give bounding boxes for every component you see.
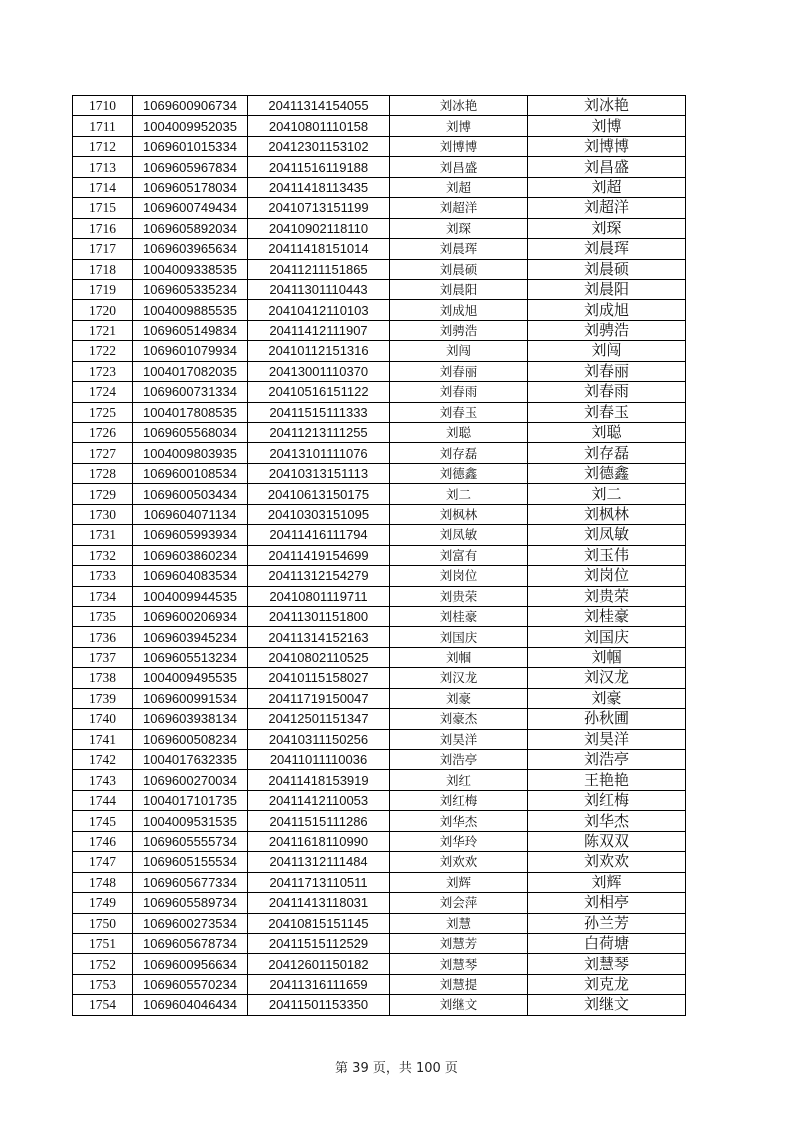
id-cell: 20410412110103 [248,300,390,320]
seq-cell: 1745 [73,811,133,831]
listed-name-cell: 刘国庆 [390,627,528,647]
seq-cell: 1749 [73,893,133,913]
table-row [73,750,686,770]
verified-name-cell: 刘相亭 [528,893,686,913]
table-row [73,382,686,402]
verified-name-cell: 刘琛 [528,218,686,238]
verified-name-cell: 刘晨珲 [528,239,686,259]
code-cell: 1069600206934 [133,606,248,626]
table-row [73,239,686,259]
listed-name-cell: 刘博博 [390,136,528,156]
table-row [73,259,686,279]
id-cell: 20411314152163 [248,627,390,647]
seq-cell: 1726 [73,423,133,443]
id-cell: 20410815151145 [248,913,390,933]
seq-cell: 1725 [73,402,133,422]
code-cell: 1069605892034 [133,218,248,238]
code-cell: 1069603945234 [133,627,248,647]
table-row [73,893,686,913]
table-row [73,218,686,238]
listed-name-cell: 刘博 [390,116,528,136]
verified-name-cell: 刘昌盛 [528,157,686,177]
table-row [73,320,686,340]
code-cell: 1069600991534 [133,688,248,708]
seq-cell: 1721 [73,320,133,340]
table-row [73,668,686,688]
id-cell: 20411211151865 [248,259,390,279]
code-cell: 1069605589734 [133,893,248,913]
listed-name-cell: 刘冰艳 [390,96,528,116]
code-cell: 1069604071134 [133,504,248,524]
code-cell: 1069600508234 [133,729,248,749]
id-cell: 20411515112529 [248,933,390,953]
code-cell: 1004009803935 [133,443,248,463]
listed-name-cell: 刘德鑫 [390,463,528,483]
verified-name-cell: 刘豪 [528,688,686,708]
id-cell: 20410112151316 [248,341,390,361]
table-row [73,566,686,586]
id-cell: 20410801119711 [248,586,390,606]
listed-name-cell: 刘继文 [390,995,528,1015]
listed-name-cell: 刘红 [390,770,528,790]
listed-name-cell: 刘慧 [390,913,528,933]
code-cell: 1004017082035 [133,361,248,381]
code-cell: 1004009952035 [133,116,248,136]
listed-name-cell: 刘骋浩 [390,320,528,340]
id-cell: 20412301153102 [248,136,390,156]
table-row [73,279,686,299]
listed-name-cell: 刘晨珲 [390,239,528,259]
table-row [73,606,686,626]
seq-cell: 1710 [73,96,133,116]
code-cell: 1004017632335 [133,750,248,770]
seq-cell: 1741 [73,729,133,749]
code-cell: 1069603860234 [133,545,248,565]
id-cell: 20411713110511 [248,872,390,892]
code-cell: 1069605335234 [133,279,248,299]
listed-name-cell: 刘慧琴 [390,954,528,974]
verified-name-cell: 刘华杰 [528,811,686,831]
code-cell: 1069605570234 [133,974,248,994]
listed-name-cell: 刘辉 [390,872,528,892]
seq-cell: 1711 [73,116,133,136]
code-cell: 1004017808535 [133,402,248,422]
id-cell: 20411418113435 [248,177,390,197]
seq-cell: 1723 [73,361,133,381]
code-cell: 1069604083534 [133,566,248,586]
verified-name-cell: 孙兰芳 [528,913,686,933]
table-row [73,423,686,443]
id-cell: 20411301110443 [248,279,390,299]
table-row [73,790,686,810]
table-row [73,627,686,647]
verified-name-cell: 刘超洋 [528,198,686,218]
seq-cell: 1715 [73,198,133,218]
id-cell: 20411419154699 [248,545,390,565]
seq-cell: 1747 [73,852,133,872]
seq-cell: 1736 [73,627,133,647]
verified-name-cell: 刘成旭 [528,300,686,320]
id-cell: 20411312154279 [248,566,390,586]
verified-name-cell: 刘博博 [528,136,686,156]
code-cell: 1004009531535 [133,811,248,831]
code-cell: 1069600749434 [133,198,248,218]
id-cell: 20411413118031 [248,893,390,913]
seq-cell: 1714 [73,177,133,197]
verified-name-cell: 刘辉 [528,872,686,892]
id-cell: 20411011110036 [248,750,390,770]
code-cell: 1069605678734 [133,933,248,953]
table-row [73,688,686,708]
seq-cell: 1716 [73,218,133,238]
listed-name-cell: 刘豪杰 [390,709,528,729]
listed-name-cell: 刘贵荣 [390,586,528,606]
verified-name-cell: 刘德鑫 [528,463,686,483]
listed-name-cell: 刘桂豪 [390,606,528,626]
listed-name-cell: 刘欢欢 [390,852,528,872]
seq-cell: 1712 [73,136,133,156]
code-cell: 1069600503434 [133,484,248,504]
id-cell: 20411515111333 [248,402,390,422]
listed-name-cell: 刘二 [390,484,528,504]
listed-name-cell: 刘枫林 [390,504,528,524]
verified-name-cell: 刘欢欢 [528,852,686,872]
verified-name-cell: 刘二 [528,484,686,504]
code-cell: 1069601015334 [133,136,248,156]
id-cell: 20412601150182 [248,954,390,974]
verified-name-cell: 刘克龙 [528,974,686,994]
verified-name-cell: 刘闯 [528,341,686,361]
listed-name-cell: 刘富有 [390,545,528,565]
listed-name-cell: 刘豪 [390,688,528,708]
listed-name-cell: 刘聪 [390,423,528,443]
verified-name-cell: 刘国庆 [528,627,686,647]
code-cell: 1069605149834 [133,320,248,340]
verified-name-cell: 刘晨阳 [528,279,686,299]
seq-cell: 1737 [73,647,133,667]
table-row [73,341,686,361]
id-cell: 20411418151014 [248,239,390,259]
id-cell: 20411314154055 [248,96,390,116]
listed-name-cell: 刘红梅 [390,790,528,810]
seq-cell: 1752 [73,954,133,974]
id-cell: 20410303151095 [248,504,390,524]
table-row [73,136,686,156]
seq-cell: 1738 [73,668,133,688]
seq-cell: 1751 [73,933,133,953]
listed-name-cell: 刘华玲 [390,831,528,851]
table-row [73,995,686,1015]
listed-name-cell: 刘春丽 [390,361,528,381]
roster-table-body [73,96,686,1016]
code-cell: 1069600731334 [133,382,248,402]
verified-name-cell: 刘贵荣 [528,586,686,606]
table-row [73,525,686,545]
verified-name-cell: 刘凤敏 [528,525,686,545]
code-cell: 1069600108534 [133,463,248,483]
listed-name-cell: 刘帼 [390,647,528,667]
id-cell: 20410313151113 [248,463,390,483]
seq-cell: 1748 [73,872,133,892]
verified-name-cell: 刘存磊 [528,443,686,463]
listed-name-cell: 刘浩亭 [390,750,528,770]
seq-cell: 1744 [73,790,133,810]
id-cell: 20410902118110 [248,218,390,238]
verified-name-cell: 白荷塘 [528,933,686,953]
id-cell: 20410713151199 [248,198,390,218]
seq-cell: 1739 [73,688,133,708]
verified-name-cell: 刘春丽 [528,361,686,381]
verified-name-cell: 刘昊洋 [528,729,686,749]
verified-name-cell: 刘骋浩 [528,320,686,340]
id-cell: 20410311150256 [248,729,390,749]
seq-cell: 1735 [73,606,133,626]
code-cell: 1069600956634 [133,954,248,974]
id-cell: 20410516151122 [248,382,390,402]
table-row [73,116,686,136]
seq-cell: 1734 [73,586,133,606]
listed-name-cell: 刘汉龙 [390,668,528,688]
listed-name-cell: 刘晨阳 [390,279,528,299]
id-cell: 20411618110990 [248,831,390,851]
listed-name-cell: 刘岗位 [390,566,528,586]
table-row [73,954,686,974]
table-row [73,484,686,504]
code-cell: 1069605677334 [133,872,248,892]
table-row [73,586,686,606]
listed-name-cell: 刘会萍 [390,893,528,913]
seq-cell: 1746 [73,831,133,851]
table-row [73,770,686,790]
id-cell: 20411501153350 [248,995,390,1015]
code-cell: 1069605155534 [133,852,248,872]
seq-cell: 1717 [73,239,133,259]
table-row [73,96,686,116]
id-cell: 20410115158027 [248,668,390,688]
verified-name-cell: 刘桂豪 [528,606,686,626]
listed-name-cell: 刘春玉 [390,402,528,422]
listed-name-cell: 刘华杰 [390,811,528,831]
table-row [73,913,686,933]
table-row [73,300,686,320]
code-cell: 1069603938134 [133,709,248,729]
verified-name-cell: 刘岗位 [528,566,686,586]
seq-cell: 1720 [73,300,133,320]
table-row [73,831,686,851]
id-cell: 20410613150175 [248,484,390,504]
listed-name-cell: 刘慧芳 [390,933,528,953]
listed-name-cell: 刘春雨 [390,382,528,402]
seq-cell: 1722 [73,341,133,361]
code-cell: 1069605568034 [133,423,248,443]
id-cell: 20411516119188 [248,157,390,177]
table-row [73,198,686,218]
id-cell: 20411416111794 [248,525,390,545]
verified-name-cell: 刘晨硕 [528,259,686,279]
seq-cell: 1724 [73,382,133,402]
seq-cell: 1730 [73,504,133,524]
verified-name-cell: 刘枫林 [528,504,686,524]
verified-name-cell: 刘超 [528,177,686,197]
verified-name-cell: 刘继文 [528,995,686,1015]
seq-cell: 1727 [73,443,133,463]
table-row [73,361,686,381]
code-cell: 1069604046434 [133,995,248,1015]
table-row [73,647,686,667]
id-cell: 20411312111484 [248,852,390,872]
table-row [73,177,686,197]
listed-name-cell: 刘晨硕 [390,259,528,279]
table-row [73,545,686,565]
verified-name-cell: 王艳艳 [528,770,686,790]
id-cell: 20413101111076 [248,443,390,463]
listed-name-cell: 刘昌盛 [390,157,528,177]
seq-cell: 1743 [73,770,133,790]
code-cell: 1069605967834 [133,157,248,177]
table-row [73,974,686,994]
seq-cell: 1729 [73,484,133,504]
table-row [73,402,686,422]
id-cell: 20410802110525 [248,647,390,667]
code-cell: 1004009495535 [133,668,248,688]
id-cell: 20411719150047 [248,688,390,708]
table-row [73,811,686,831]
verified-name-cell: 刘慧琴 [528,954,686,974]
table-row [73,157,686,177]
id-cell: 20411301151800 [248,606,390,626]
verified-name-cell: 刘浩亭 [528,750,686,770]
id-cell: 20412501151347 [248,709,390,729]
verified-name-cell: 刘玉伟 [528,545,686,565]
table-row [73,933,686,953]
code-cell: 1004017101735 [133,790,248,810]
code-cell: 1069600273534 [133,913,248,933]
table-row [73,504,686,524]
seq-cell: 1719 [73,279,133,299]
id-cell: 20411316111659 [248,974,390,994]
code-cell: 1069605993934 [133,525,248,545]
id-cell: 20411213111255 [248,423,390,443]
seq-cell: 1742 [73,750,133,770]
code-cell: 1069605513234 [133,647,248,667]
id-cell: 20411515111286 [248,811,390,831]
listed-name-cell: 刘存磊 [390,443,528,463]
seq-cell: 1732 [73,545,133,565]
seq-cell: 1731 [73,525,133,545]
listed-name-cell: 刘闯 [390,341,528,361]
seq-cell: 1754 [73,995,133,1015]
id-cell: 20411412111907 [248,320,390,340]
verified-name-cell: 刘帼 [528,647,686,667]
code-cell: 1069600906734 [133,96,248,116]
id-cell: 20411418153919 [248,770,390,790]
code-cell: 1004009885535 [133,300,248,320]
listed-name-cell: 刘成旭 [390,300,528,320]
code-cell: 1004009338535 [133,259,248,279]
code-cell: 1069605178034 [133,177,248,197]
table-row [73,463,686,483]
table-row [73,443,686,463]
verified-name-cell: 陈双双 [528,831,686,851]
seq-cell: 1718 [73,259,133,279]
listed-name-cell: 刘琛 [390,218,528,238]
seq-cell: 1753 [73,974,133,994]
verified-name-cell: 孙秋圃 [528,709,686,729]
seq-cell: 1728 [73,463,133,483]
id-cell: 20413001110370 [248,361,390,381]
verified-name-cell: 刘聪 [528,423,686,443]
id-cell: 20411412110053 [248,790,390,810]
verified-name-cell: 刘汉龙 [528,668,686,688]
verified-name-cell: 刘春玉 [528,402,686,422]
listed-name-cell: 刘昊洋 [390,729,528,749]
code-cell: 1069600270034 [133,770,248,790]
seq-cell: 1740 [73,709,133,729]
seq-cell: 1713 [73,157,133,177]
code-cell: 1069601079934 [133,341,248,361]
code-cell: 1069605555734 [133,831,248,851]
listed-name-cell: 刘凤敏 [390,525,528,545]
table-row [73,709,686,729]
listed-name-cell: 刘超洋 [390,198,528,218]
verified-name-cell: 刘春雨 [528,382,686,402]
seq-cell: 1750 [73,913,133,933]
verified-name-cell: 刘红梅 [528,790,686,810]
code-cell: 1004009944535 [133,586,248,606]
code-cell: 1069603965634 [133,239,248,259]
id-cell: 20410801110158 [248,116,390,136]
seq-cell: 1733 [73,566,133,586]
listed-name-cell: 刘超 [390,177,528,197]
listed-name-cell: 刘慧提 [390,974,528,994]
page-number-footer: 第 39 页，共 100 页 [335,1061,458,1076]
verified-name-cell: 刘冰艳 [528,96,686,116]
table-row [73,872,686,892]
table-row [73,729,686,749]
roster-table [72,95,686,1016]
verified-name-cell: 刘博 [528,116,686,136]
table-row [73,852,686,872]
